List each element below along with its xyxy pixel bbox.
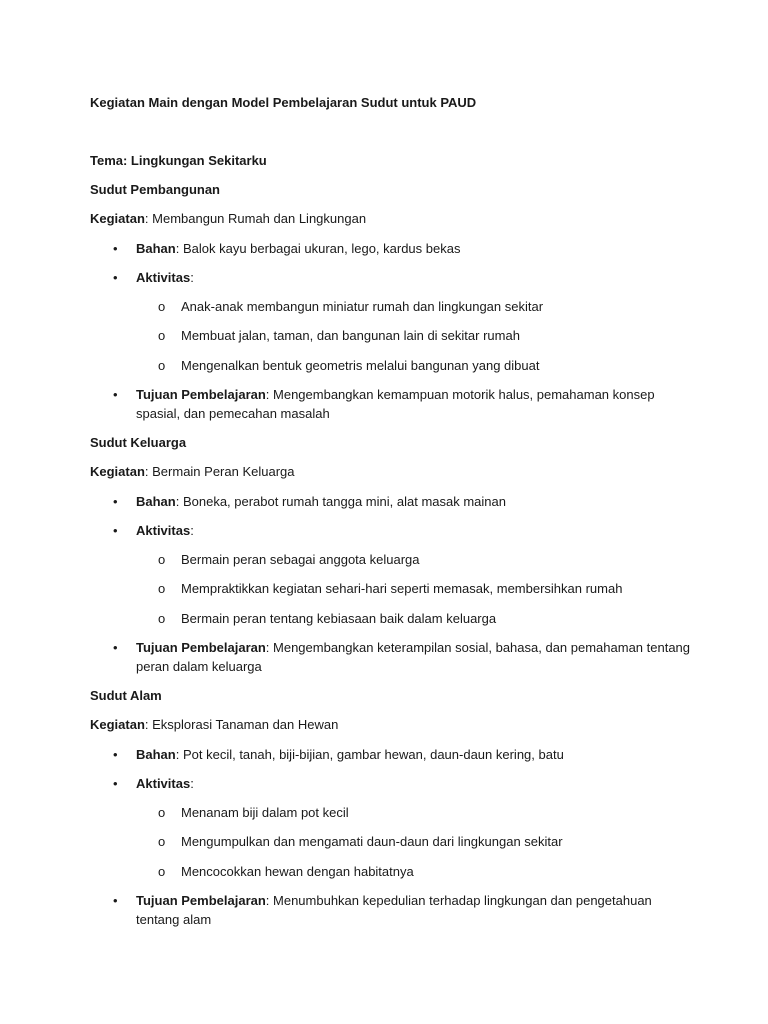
kegiatan-text: : Bermain Peran Keluarga xyxy=(144,464,295,479)
bahan-label: Bahan xyxy=(136,494,176,509)
bahan-line xyxy=(136,239,460,258)
aktivitas-label: Aktivitas xyxy=(136,270,191,285)
tujuan-line xyxy=(136,385,655,404)
sub-bullet-icon: o xyxy=(158,299,166,314)
sub-bullet-icon: o xyxy=(158,834,166,849)
aktivitas-item: Bermain peran tentang kebiasaan baik dalam keluarga xyxy=(181,611,497,626)
aktivitas-item: Mengenalkan bentuk geometris melalui bangunan yang dibuat xyxy=(181,358,540,373)
aktivitas-label: Aktivitas xyxy=(136,776,191,791)
bahan-line xyxy=(136,492,506,511)
aktivitas-colon: : xyxy=(190,776,194,791)
bullet-icon: • xyxy=(113,387,118,402)
tujuan-continuation: tentang alam xyxy=(136,912,212,927)
sub-bullet-icon: o xyxy=(158,581,166,596)
sub-bullet-icon: o xyxy=(158,552,166,567)
tujuan-text: : Mengembangkan kemampuan motorik halus, pemahaman konsep xyxy=(265,387,655,402)
kegiatan-line xyxy=(90,462,295,481)
document-title: Kegiatan Main dengan Model Pembelajaran Sudut untuk PAUD xyxy=(90,95,477,110)
tujuan-continuation: spasial, dan pemecahan masalah xyxy=(136,406,330,421)
bullet-icon: • xyxy=(113,640,118,655)
tujuan-label: Tujuan Pembelajaran xyxy=(136,640,266,655)
section-heading: Sudut Alam xyxy=(90,688,162,703)
bahan-text: : Boneka, perabot rumah tangga mini, alat masak mainan xyxy=(175,494,506,509)
aktivitas-line xyxy=(136,521,194,540)
sub-bullet-icon: o xyxy=(158,328,166,343)
kegiatan-label: Kegiatan xyxy=(90,464,145,479)
bahan-text: : Balok kayu berbagai ukuran, lego, kardus bekas xyxy=(175,241,461,256)
theme-line: Tema: Lingkungan Sekitarku xyxy=(90,153,267,168)
tujuan-continuation: peran dalam keluarga xyxy=(136,659,262,674)
aktivitas-line xyxy=(136,268,194,287)
section-heading: Sudut Keluarga xyxy=(90,435,187,450)
tujuan-line xyxy=(136,638,690,657)
section-heading: Sudut Pembangunan xyxy=(90,182,220,197)
tujuan-line xyxy=(136,891,652,910)
bullet-icon: • xyxy=(113,523,118,538)
sub-bullet-icon: o xyxy=(158,805,166,820)
bullet-icon: • xyxy=(113,494,118,509)
kegiatan-label: Kegiatan xyxy=(90,717,145,732)
sub-bullet-icon: o xyxy=(158,358,166,373)
aktivitas-colon: : xyxy=(190,523,194,538)
bahan-text: : Pot kecil, tanah, biji-bijian, gambar hewan, daun-daun kering, batu xyxy=(175,747,564,762)
aktivitas-item: Bermain peran sebagai anggota keluarga xyxy=(181,552,420,567)
kegiatan-line xyxy=(90,715,338,734)
aktivitas-item: Membuat jalan, taman, dan bangunan lain di sekitar rumah xyxy=(181,328,520,343)
aktivitas-label: Aktivitas xyxy=(136,523,191,538)
aktivitas-item: Menanam biji dalam pot kecil xyxy=(181,805,349,820)
kegiatan-label: Kegiatan xyxy=(90,211,145,226)
sub-bullet-icon: o xyxy=(158,864,166,879)
bahan-label: Bahan xyxy=(136,747,176,762)
aktivitas-colon: : xyxy=(190,270,194,285)
tujuan-label: Tujuan Pembelajaran xyxy=(136,387,266,402)
bullet-icon: • xyxy=(113,241,118,256)
aktivitas-item: Mempraktikkan kegiatan sehari-hari seperti memasak, membersihkan rumah xyxy=(181,581,623,596)
kegiatan-text: : Eksplorasi Tanaman dan Hewan xyxy=(144,717,339,732)
bullet-icon: • xyxy=(113,270,118,285)
aktivitas-item: Mencocokkan hewan dengan habitatnya xyxy=(181,864,414,879)
bullet-icon: • xyxy=(113,776,118,791)
kegiatan-text: : Membangun Rumah dan Lingkungan xyxy=(144,211,367,226)
bahan-label: Bahan xyxy=(136,241,176,256)
bullet-icon: • xyxy=(113,747,118,762)
kegiatan-line xyxy=(90,209,366,228)
aktivitas-item: Mengumpulkan dan mengamati daun-daun dari lingkungan sekitar xyxy=(181,834,563,849)
aktivitas-line xyxy=(136,774,194,793)
bahan-line xyxy=(136,745,564,764)
tujuan-text: : Mengembangkan keterampilan sosial, bahasa, dan pemahaman tentang xyxy=(265,640,691,655)
bullet-icon: • xyxy=(113,893,118,908)
tujuan-text: : Menumbuhkan kepedulian terhadap lingkungan dan pengetahuan xyxy=(265,893,652,908)
sub-bullet-icon: o xyxy=(158,611,166,626)
aktivitas-item: Anak-anak membangun miniatur rumah dan lingkungan sekitar xyxy=(181,299,544,314)
tujuan-label: Tujuan Pembelajaran xyxy=(136,893,266,908)
